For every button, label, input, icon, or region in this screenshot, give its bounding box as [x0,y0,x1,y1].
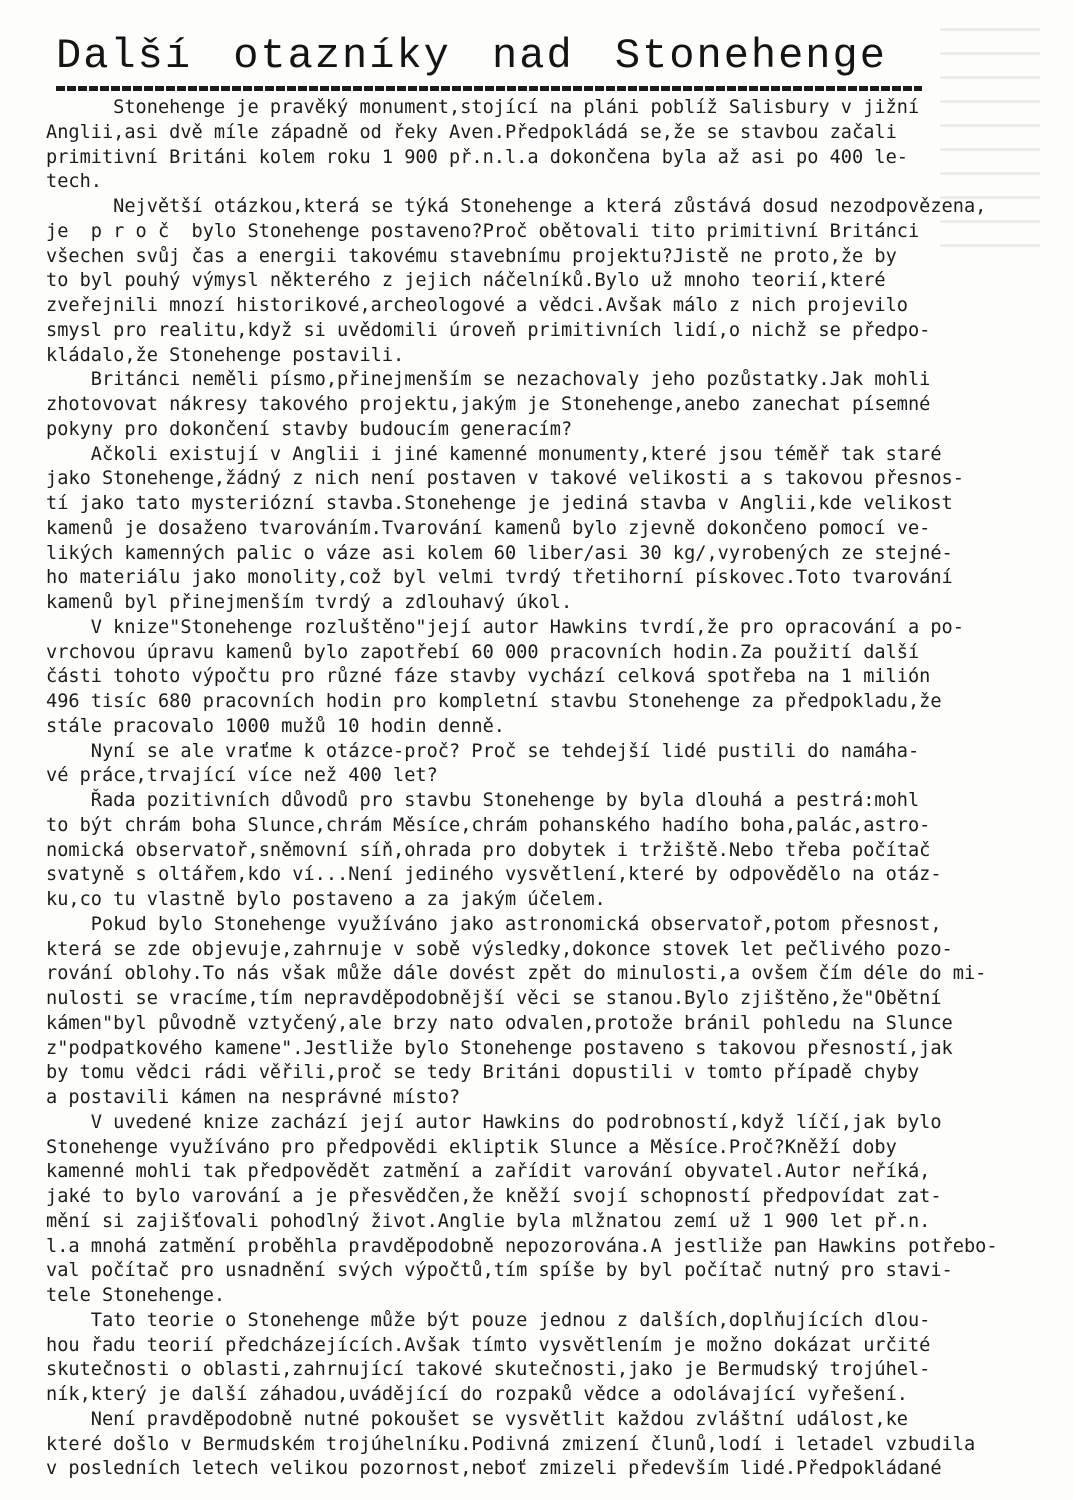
text-line: Stonehenge je pravěký monument,stojící na pláni poblíž Salisbury v jižní [46,97,920,118]
text-line: kamenů byl přinejmenším tvrdý a zdlouhavý úkol. [46,592,573,613]
text-line: tí jako tato mysteriózní stavba.Stonehenge je jediná stavba v Anglii,kde velikost [46,493,953,514]
text-line: skutečnosti o oblasti,zahrnující takové skutečnosti,jako je Bermudský trojúhel- [46,1359,931,1381]
text-line: které došlo v Bermudském trojúhelníku.Podivná zmizení člunů,lodí i letadel vzbudila [46,1433,976,1455]
text-line: kámen"byl původně vztyčený,ale brzy nato odvalen,protože bránil pohledu na Slunce [46,1012,953,1034]
text-line: všechen svůj čas a energii takovému stavebnímu projektu?Jistě ne proto,že by [46,245,897,267]
text-line: Pokud bylo Stonehenge využíváno jako astronomická observatoř,potom přesnost, [46,913,942,935]
text-line: hou řadu teorií předcházejících.Avšak tímto vysvětlením je možno dokázat určité [46,1334,931,1356]
text-line: vé práce,trvající více než 400 let? [46,765,438,787]
text-line: svatyně s oltářem,kdo ví...Není jediného vysvětlení,které by odpovědělo na otáz- [46,864,942,886]
text-line: vrchovou úpravu kamenů bylo zapotřebí 60 000 pracovních hodin.Za použití další [46,641,920,663]
text-line: v posledních letech velikou pozornost,neboť zmizeli především lidé.Předpokládané [46,1458,942,1480]
text-line: to být chrám boha Slunce,chrám Měsíce,chrám pohanského hadího boha,palác,astro- [46,814,931,836]
text-line: Největší otázkou,která se týká Stonehenge a která zůstává dosud nezodpovězena, [46,196,987,217]
text-line: ku,co tu vlastně bylo postaveno a za jakým účelem. [46,889,606,910]
text-line: jako Stonehenge,žádný z nich není postaven v takové velikosti a s takovou přesnos- [46,468,964,490]
text-line: jaké to bylo varování a je přesvědčen,že kněží svojí schopností předpovídat zat- [46,1186,942,1207]
text-line: Ačkoli existují v Anglii i jiné kamenné monumenty,které jsou téměř tak staré [46,443,942,465]
text-line: která se zde objevuje,zahrnuje v sobě výsledky,dokonce stovek let pečlivého pozo- [46,938,953,960]
text-line: l.a mnohá zatmění proběhla pravděpodobně nepozorována.A jestliže pan Hawkins potřebo- [46,1235,998,1257]
text-line: Anglii,asi dvě míle západně od řeky Aven.Předpokládá se,že se stavbou začali [46,121,897,143]
text-line: Řada pozitivních důvodů pro stavbu Stonehenge by byla dlouhá a pestrá:mohl [46,790,920,811]
text-line: Stonehenge využíváno pro předpovědi ekliptik Slunce a Měsíce.Proč?Kněží doby [46,1136,897,1158]
text-line: to byl pouhý výmysl některého z jejich náčelníků.Bylo už mnoho teorií,které [46,270,886,292]
text-line: likých kamenných palic o váze asi kolem 60 liber/asi 30 kg/,vyrobených ze stejné- [46,542,953,564]
text-line: rování oblohy.To nás však může dále dovést zpět do minulosti,a ovšem čím déle do mi- [46,963,987,985]
text-line: ník,který je další záhadou,uvádějící do rozpaků vědce a odolávající vyřešení. [46,1384,908,1405]
text-line: kládalo,že Stonehenge postavili. [46,344,405,366]
text-line: Tato teorie o Stonehenge může být pouze jednou z dalších,doplňujících dlou- [46,1309,931,1331]
text-line: nulosti se vracíme,tím nepravděpodobnější věci se stanou.Bylo zjištěno,že"Obětní [46,988,942,1009]
title-underline [56,86,922,91]
text-line: a postavili kámen na nesprávné místo? [46,1087,461,1108]
text-line: val počítač pro usnadnění svých výpočtů,tím spíše by byl počítač nutný pro stavi- [46,1260,953,1282]
text-line: smysl pro realitu,když si uvědomili úroveň primitivních lidí,o nichž se předpo- [46,319,931,341]
text-line: části tohoto výpočtu pro různé fáze stavby vychází celková spotřeba na 1 milión [46,666,931,688]
text-line: Není pravděpodobně nutné pokoušet se vysvětlit každou zvláštní událost,ke [46,1408,908,1430]
text-line: nomická observatoř,sněmovní síň,ohrada pro dobytek i tržiště.Nebo třeba počítač [46,839,931,861]
text-line: zveřejnili mnozí historikové,archeologové a vědci.Avšak málo z nich projevilo [46,295,908,316]
text-line: V uvedené knize zachází její autor Hawkins do podrobností,když líčí,jak bylo [46,1111,942,1133]
text-line: zhotovovat nákresy takového projektu,jakým je Stonehenge,anebo zanechat písemné [46,394,931,415]
text-line: tele Stonehenge. [46,1285,226,1306]
article-body [46,96,1006,1482]
text-line: pokyny pro dokončení stavby budoucím generacím? [46,418,573,440]
text-line: V knize"Stonehenge rozluštěno"její autor Hawkins tvrdí,že pro opracování a po- [46,616,964,638]
text-line: Británci neměli písmo,přinejmenším se nezachovaly jeho pozůstatky.Jak mohli [46,369,931,391]
article-title: Další otazníky nad Stonehenge [56,32,887,80]
text-line: je p r o č bylo Stonehenge postaveno?Proč obětovali tito primitivní Británci [46,220,920,242]
text-line: kamenné mohli tak předpovědět zatmění a zařídit varování obyvatel.Autor neříká, [46,1161,931,1183]
text-line: kamenů je dosaženo tvarováním.Tvarování kamenů bylo zjevně dokončeno pomocí ve- [46,517,931,539]
text-line: by tomu vědci rádi věřili,proč se tedy Británi dopustili v tomto případě chyby [46,1062,920,1084]
text-line: primitivní Británi kolem roku 1 900 př.n.l.a dokončena byla až asi po 400 le- [46,146,908,168]
text-line: tech. [46,171,102,193]
text-line: mění si zajišťovali pohodlný život.Anglie byla mlžnatou zemí už 1 900 let př.n. [46,1210,931,1232]
text-line: ho materiálu jako monolity,což byl velmi tvrdý třetihorní pískovec.Toto tvarování [46,567,953,589]
text-line: 496 tisíc 680 pracovních hodin pro kompletní stavbu Stonehenge za předpokladu,že [46,691,942,712]
text-line: z"podpatkového kamene".Jestliže bylo Stonehenge postaveno s takovou přesností,jak [46,1037,953,1059]
text-line: Nyní se ale vraťme k otázce-proč? Proč se tehdejší lidé pustili do namáha- [46,740,920,762]
text-line: stále pracovalo 1000 mužů 10 hodin denně. [46,715,505,737]
